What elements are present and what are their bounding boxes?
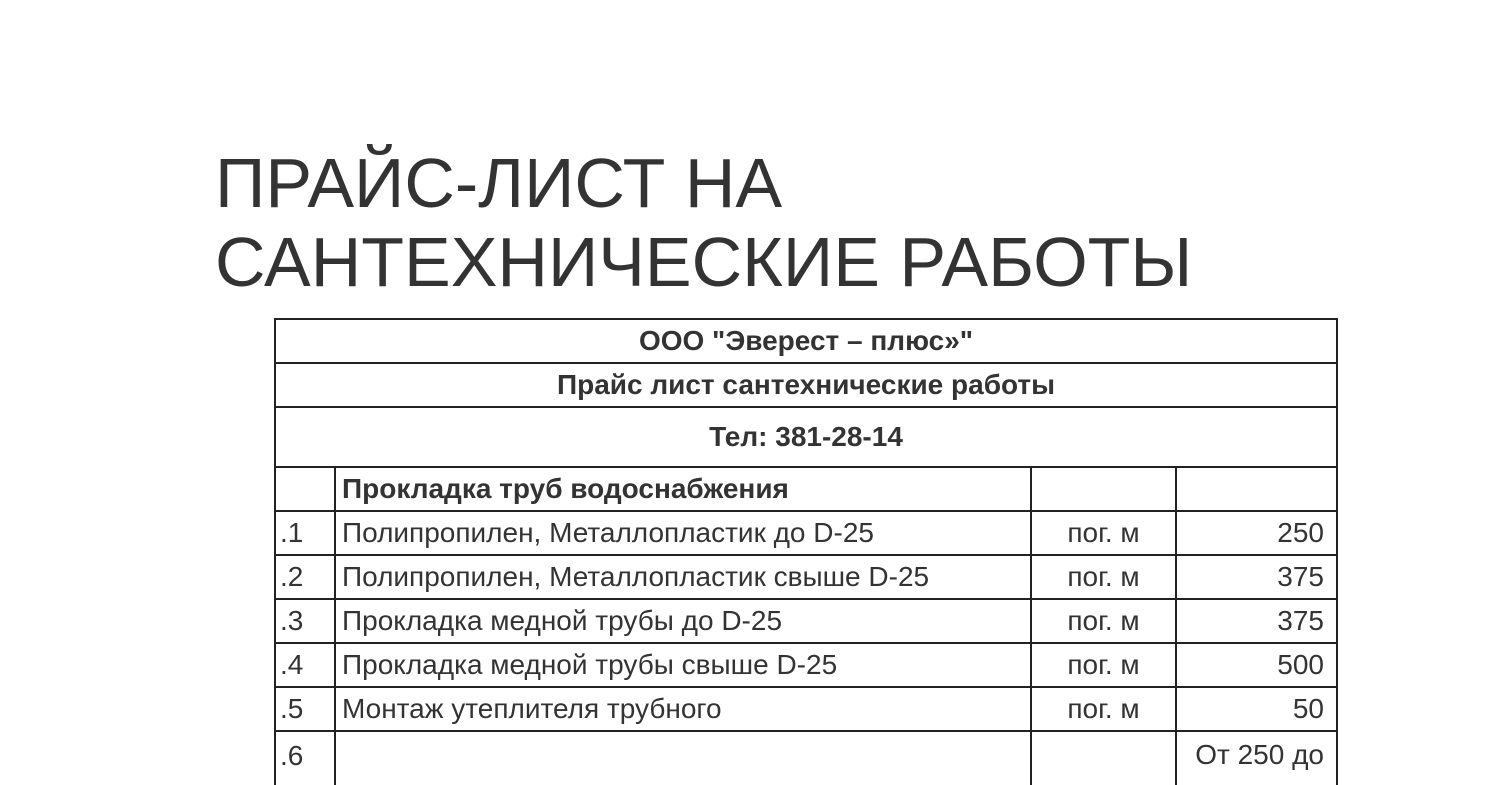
row-price: 375 bbox=[1176, 599, 1337, 643]
price-table bbox=[274, 318, 1338, 785]
row-unit: пог. м bbox=[1031, 687, 1176, 731]
row-unit bbox=[1031, 731, 1176, 785]
company-name: ООО "Эверест – плюс»" bbox=[275, 319, 1337, 363]
row-service-name: Прокладка медной трубы до D-25 bbox=[335, 599, 1031, 643]
section-row bbox=[275, 467, 1337, 511]
row-number: .2 bbox=[275, 555, 335, 599]
company-row bbox=[275, 319, 1337, 363]
row-number: .5 bbox=[275, 687, 335, 731]
table-row bbox=[275, 511, 1337, 555]
page-title-line-2: САНТЕХНИЧЕСКИЕ РАБОТЫ bbox=[215, 223, 1193, 301]
row-price: От 250 до bbox=[1176, 731, 1337, 785]
section-number-cell bbox=[275, 467, 335, 511]
row-service-name: Монтаж утеплителя трубного bbox=[335, 687, 1031, 731]
row-price: 500 bbox=[1176, 643, 1337, 687]
row-unit: пог. м bbox=[1031, 643, 1176, 687]
row-number: .6 bbox=[275, 731, 335, 785]
price-list-subtitle: Прайс лист сантехнические работы bbox=[275, 363, 1337, 407]
section-unit-cell bbox=[1031, 467, 1176, 511]
table-row bbox=[275, 731, 1337, 785]
row-number: .4 bbox=[275, 643, 335, 687]
row-number: .1 bbox=[275, 511, 335, 555]
row-number: .3 bbox=[275, 599, 335, 643]
section-price-cell bbox=[1176, 467, 1337, 511]
table-row bbox=[275, 687, 1337, 731]
row-service-name: Прокладка медной трубы свыше D-25 bbox=[335, 643, 1031, 687]
row-service-name: Полипропилен, Металлопластик свыше D-25 bbox=[335, 555, 1031, 599]
section-name: Прокладка труб водоснабжения bbox=[335, 467, 1031, 511]
table-row bbox=[275, 643, 1337, 687]
table-row bbox=[275, 555, 1337, 599]
row-price: 50 bbox=[1176, 687, 1337, 731]
phone-number: Тел: 381-28-14 bbox=[275, 407, 1337, 467]
row-unit: пог. м bbox=[1031, 555, 1176, 599]
phone-row bbox=[275, 407, 1337, 467]
row-unit: пог. м bbox=[1031, 599, 1176, 643]
page-title bbox=[215, 144, 1192, 302]
row-price: 250 bbox=[1176, 511, 1337, 555]
row-unit: пог. м bbox=[1031, 511, 1176, 555]
row-service-name: Полипропилен, Металлопластик до D-25 bbox=[335, 511, 1031, 555]
row-service-name bbox=[335, 731, 1031, 785]
table-row bbox=[275, 599, 1337, 643]
subtitle-row bbox=[275, 363, 1337, 407]
row-price: 375 bbox=[1176, 555, 1337, 599]
page-title-line-1: ПРАЙС-ЛИСТ НА bbox=[215, 144, 783, 222]
